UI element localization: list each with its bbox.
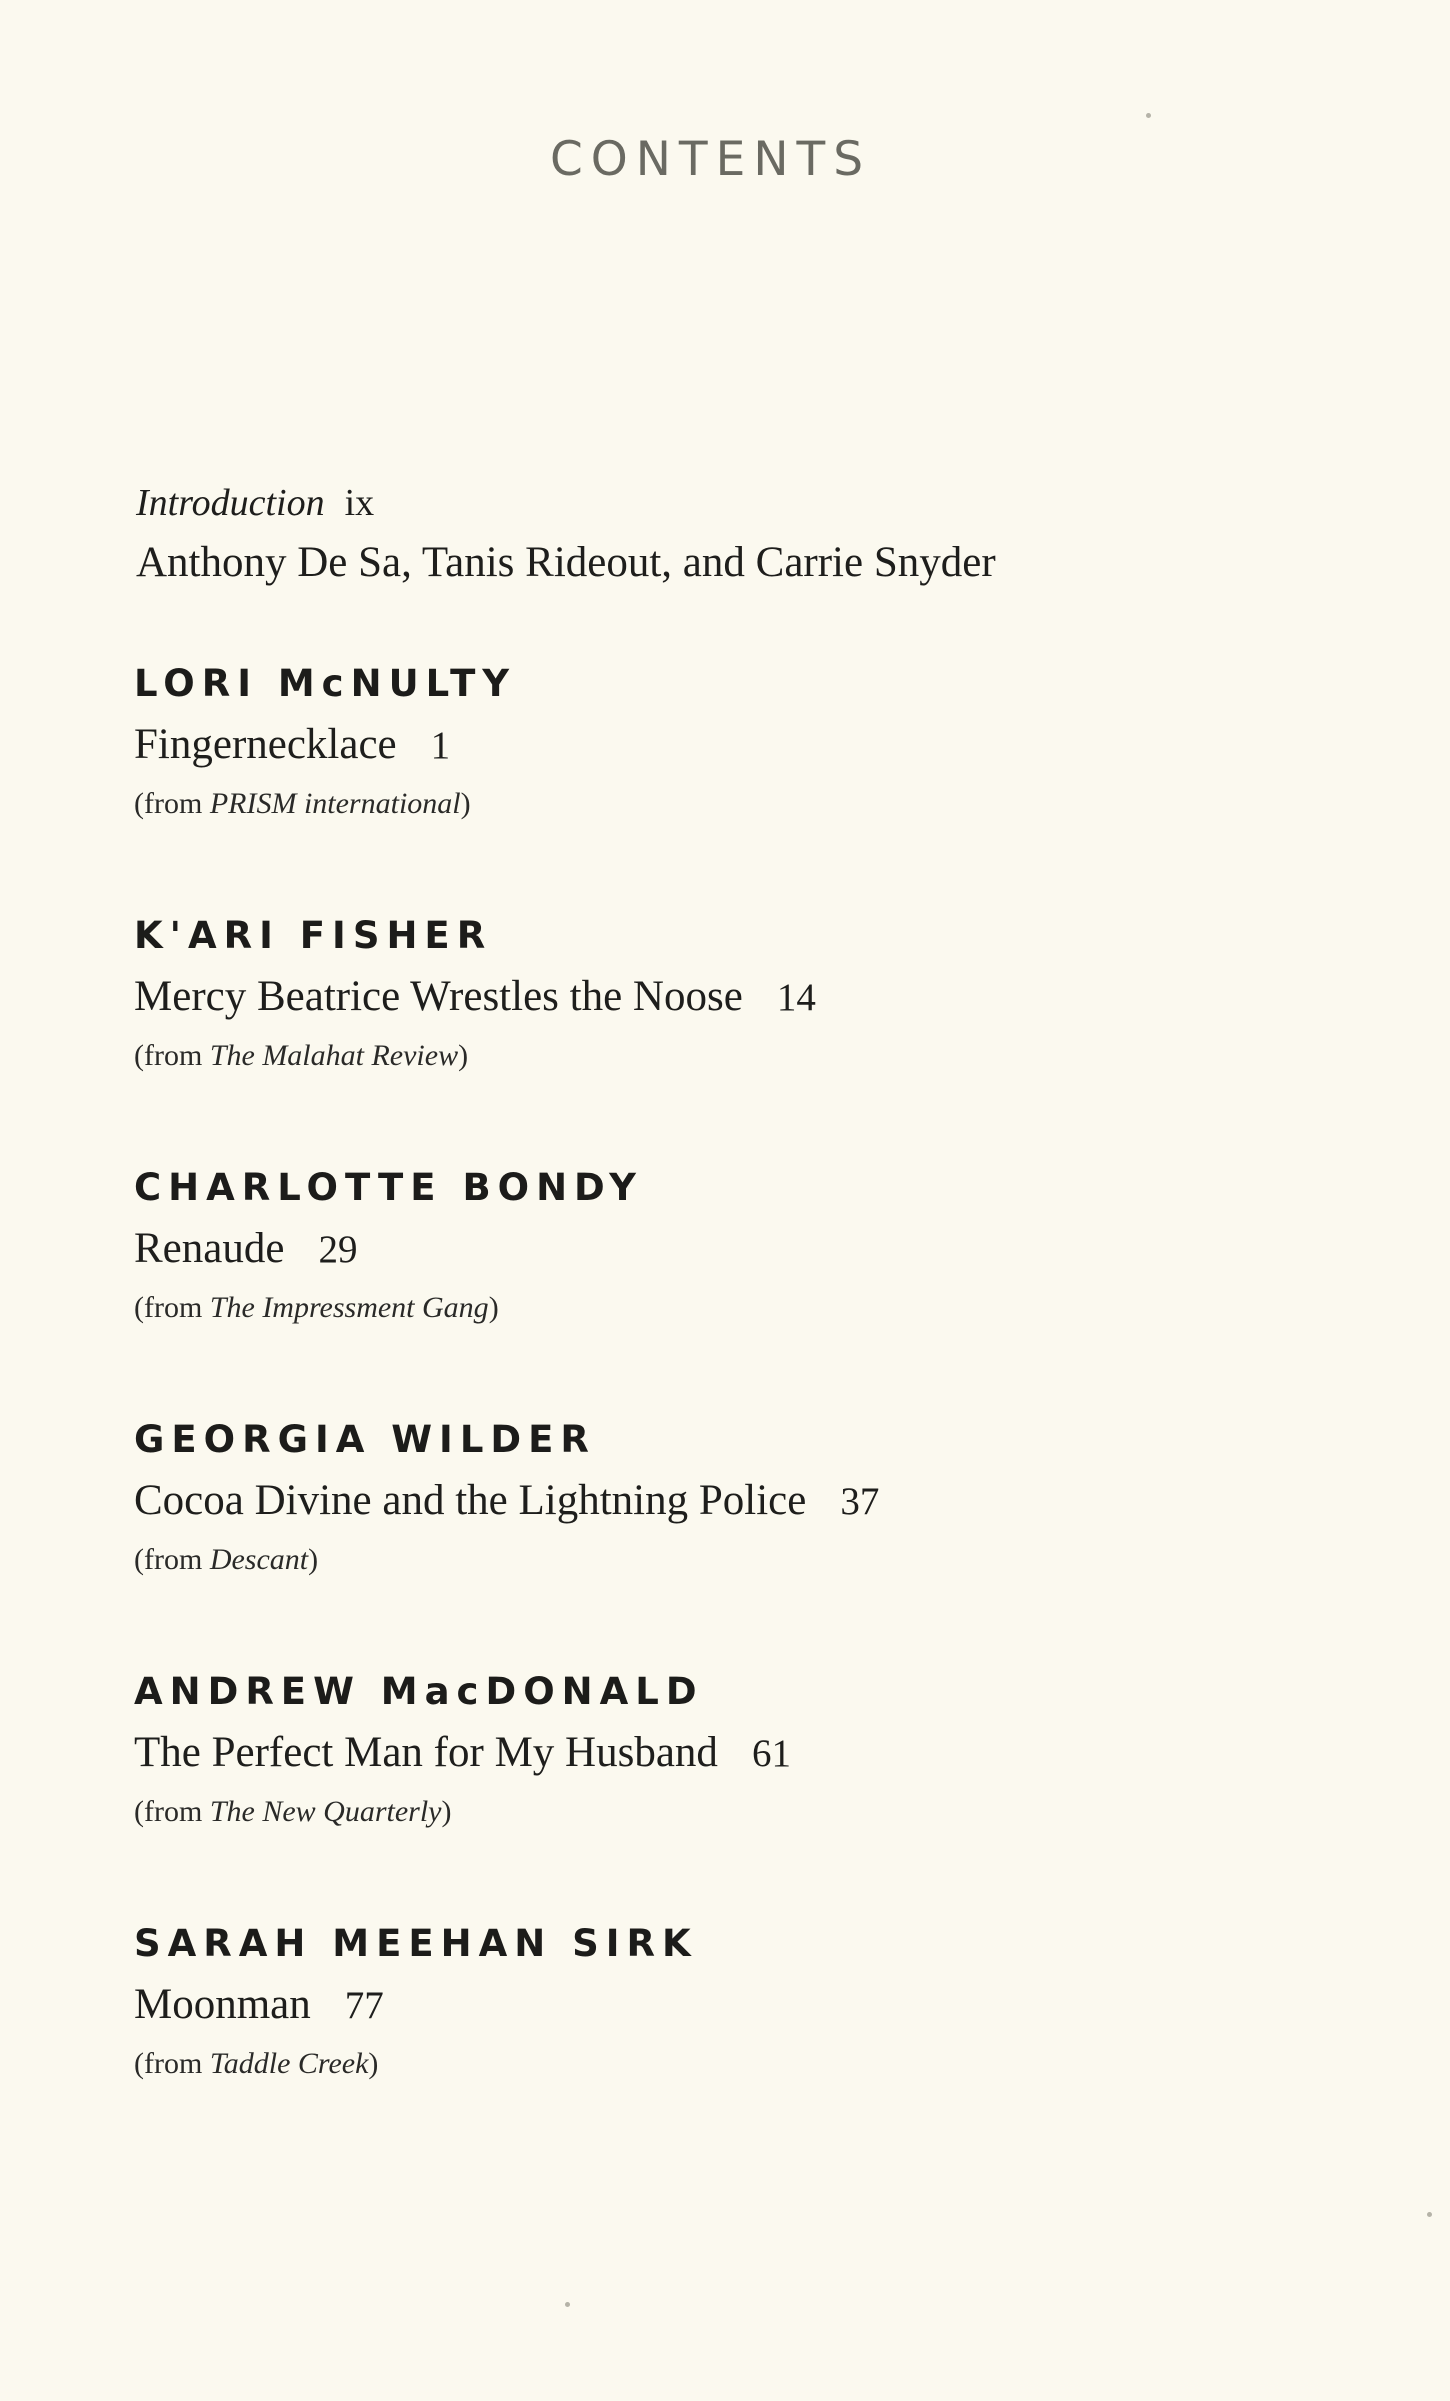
entry-publication: The Malahat Review bbox=[209, 1039, 459, 1072]
entry-source: (from Descant) bbox=[134, 1543, 319, 1576]
entry-publication: PRISM international bbox=[209, 787, 461, 820]
paper-speck bbox=[1427, 2212, 1432, 2217]
entry-page-number: 61 bbox=[751, 1732, 791, 1775]
introduction-entry bbox=[136, 472, 996, 593]
entry-publication: Descant bbox=[209, 1543, 309, 1576]
entry-page-number: 37 bbox=[840, 1480, 880, 1523]
entry-author: GEORGIA WILDER bbox=[134, 1418, 596, 1461]
entry-title[interactable]: Cocoa Divine and the Lightning Police bbox=[134, 1477, 807, 1524]
toc-entry-3 bbox=[134, 1159, 643, 1334]
entry-title[interactable]: Moonman bbox=[134, 1981, 311, 2028]
entry-source: (from The New Quarterly) bbox=[134, 1795, 452, 1828]
entry-page-number: 77 bbox=[344, 1984, 384, 2027]
entry-source: (from PRISM international) bbox=[134, 787, 471, 820]
page-heading: CONTENTS bbox=[549, 132, 872, 187]
entry-author: CHARLOTTE BONDY bbox=[134, 1166, 643, 1209]
entry-source: (from The Impressment Gang) bbox=[134, 1291, 499, 1324]
entry-publication: The Impressment Gang bbox=[209, 1291, 489, 1324]
toc-entry-2 bbox=[134, 907, 816, 1082]
entry-author: LORI McNULTY bbox=[134, 662, 517, 705]
introduction-page-number: ix bbox=[344, 482, 375, 524]
introduction-authors: Anthony De Sa, Tanis Rideout, and Carrie Snyder bbox=[136, 539, 996, 586]
entry-author: ANDREW MacDONALD bbox=[134, 1670, 704, 1713]
entry-publication: The New Quarterly bbox=[209, 1795, 442, 1828]
entry-page-number: 1 bbox=[430, 724, 451, 767]
entry-title[interactable]: The Perfect Man for My Husband bbox=[134, 1729, 718, 1776]
toc-entry-5 bbox=[134, 1663, 791, 1838]
entry-author: SARAH MEEHAN SIRK bbox=[134, 1922, 698, 1965]
entry-page-number: 29 bbox=[318, 1228, 358, 1271]
paper-speck bbox=[1146, 113, 1151, 118]
entry-title[interactable]: Fingernecklace bbox=[134, 721, 397, 768]
entry-title[interactable]: Mercy Beatrice Wrestles the Noose bbox=[134, 973, 743, 1020]
introduction-title[interactable]: Introduction bbox=[136, 482, 325, 524]
toc-entry-4 bbox=[134, 1411, 879, 1586]
toc-entry-6 bbox=[134, 1915, 698, 2090]
entry-title[interactable]: Renaude bbox=[134, 1225, 285, 1272]
entry-author: K'ARI FISHER bbox=[134, 914, 493, 957]
entry-page-number: 14 bbox=[776, 976, 816, 1019]
entry-source: (from Taddle Creek) bbox=[134, 2047, 379, 2080]
toc-entry-1 bbox=[134, 655, 516, 830]
entry-publication: Taddle Creek bbox=[209, 2047, 369, 2080]
entry-source: (from The Malahat Review) bbox=[134, 1039, 469, 1072]
paper-speck bbox=[565, 2302, 570, 2307]
